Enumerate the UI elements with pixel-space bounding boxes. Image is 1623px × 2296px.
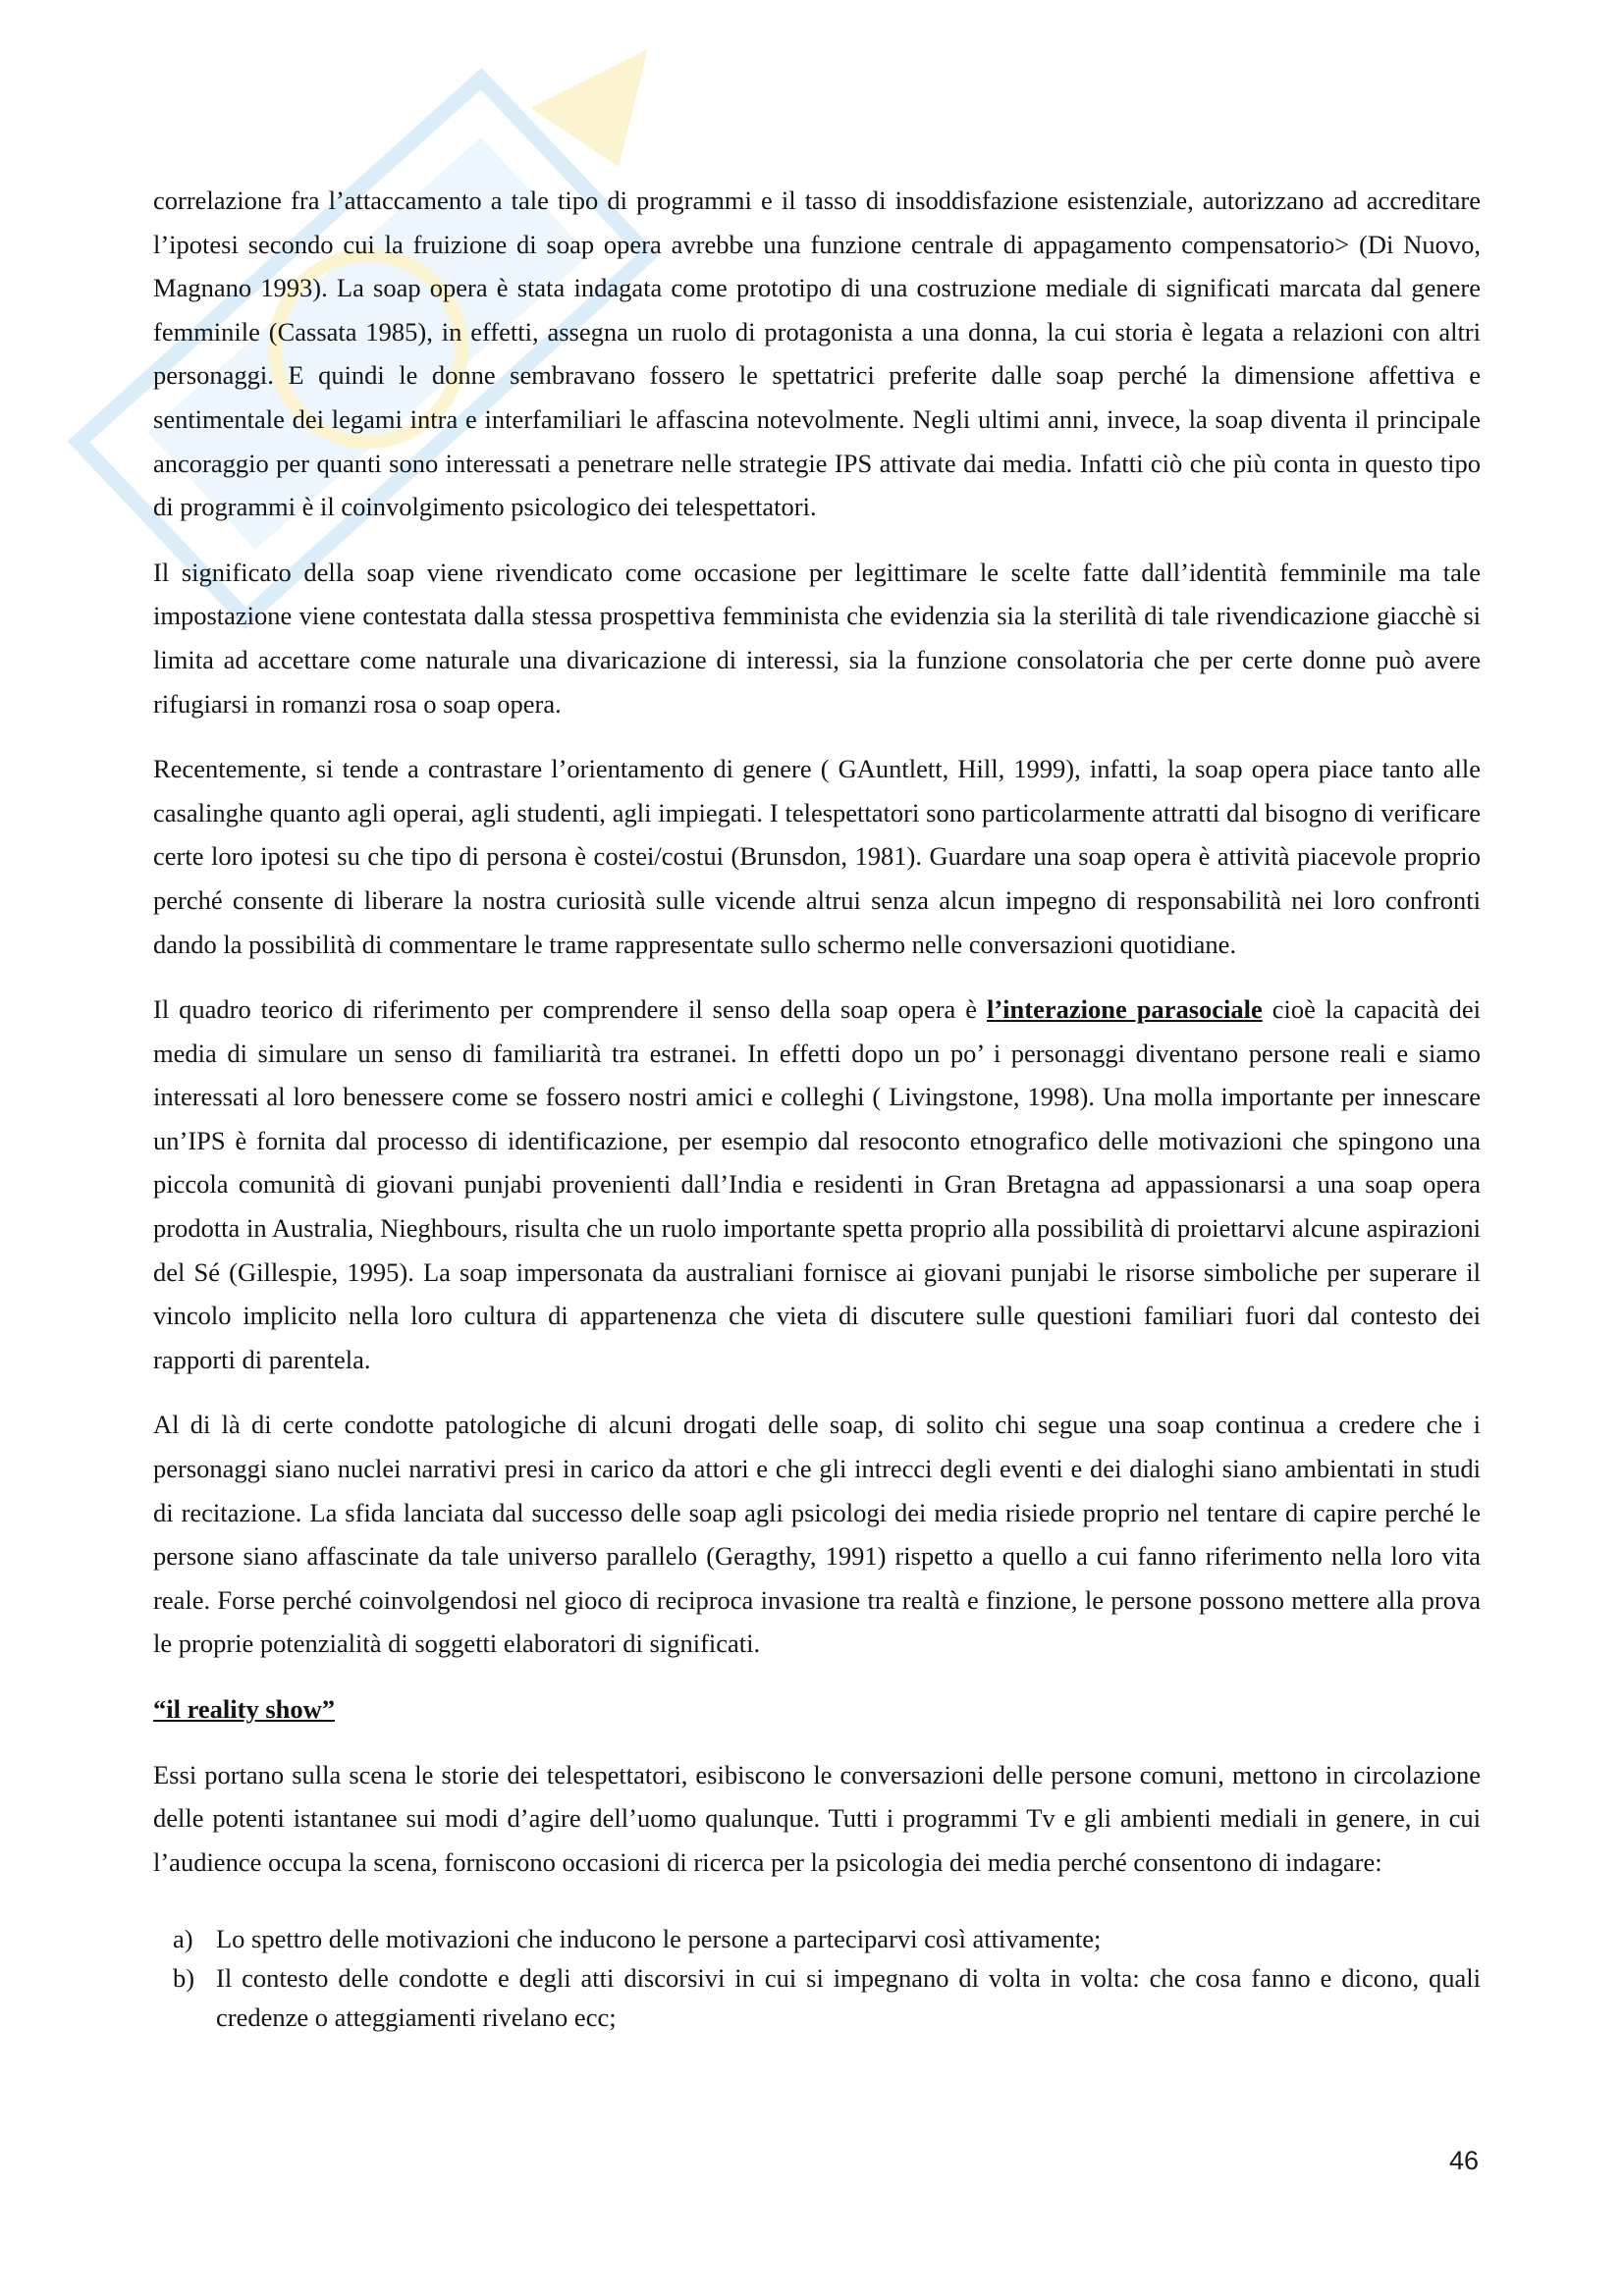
paragraph-reality-show-intro: Essi portano sulla scena le storie dei telespettatori, esibiscono le conversazioni delle persone comuni, mettono in circolazione delle potenti istantanee sui modi d’agire dell’uomo qualunque. Tutti i programmi Tv e gli ambienti mediali in genere, in cui l’audience occupa la scena, forniscono occasioni di ricerca per la psicologia dei media perché consentono di indagare: — [153, 1759, 1481, 1877]
paragraph-text-before: Il quadro teorico di riferimento per comprendere il senso della soap opera è — [153, 994, 987, 1025]
paragraph-condotte-patologiche: Al di là di certe condotte patologiche di alcuni drogati delle soap, di solito chi segue una soap continua a credere che i personaggi siano nuclei narrativi presi in carico da attori e che gli intrecci degli eventi e dei dialoghi siano ambientati in studi di recitazione. La sfida lanciata dal successo delle soap agli psicologi dei media risiede proprio nel tentare di capire perché le persone siano affascinate da tale universo parallelo (Geragthy, 1991) rispetto a quello a cui fanno riferimento nella loro vita reale. Forse perché coinvolgendosi nel gioco di reciproca invasione tra realtà e finzione, le persone possono mettere alla prova le proprie potenzialità di soggetti elaboratori di significati. — [153, 1410, 1481, 1659]
list-item — [153, 1958, 1481, 2037]
paragraph-orientamento-genere: Recentemente, si tende a contrastare l’orientamento di genere ( GAuntlett, Hill, 1999), infatti, la soap opera piace tanto alle casalinghe quanto agli operai, agli studenti, agli impiegati. I telespettatori sono particolarmente attratti dal bisogno di verificare certe loro ipotesi su che tipo di persona è costei/costui (Brunsdon, 1981). Guardare una soap opera è attività piacevole proprio perché consente di liberare la nostra curiosità sulle vicende altrui senza alcun impegno di responsabilità nei loro confronti dando la possibilità di commentare le trame rappresentate sullo schermo nelle conversazioni quotidiane. — [153, 754, 1481, 959]
emphasis-interazione-parasociale: l’interazione parasociale — [986, 994, 1263, 1025]
list-item-text: Lo spettro delle motivazioni che inducono le persone a parteciparvi così attivamente; — [216, 1924, 1102, 1954]
paragraph-text-after: cioè la capacità dei media di simulare un senso di familiarità tra estranei. In effetti dopo un po’ i personaggi diventano persone reali e siamo interessati al loro benessere come se fossero nostri amici e colleghi ( Livingstone, 1998). Una molla importante per innescare un’IPS è fornita dal processo di identificazione, per esempio dal resoconto etnografico delle motivazioni che spingono una piccola comunità di giovani punjabi provenienti dall’India e residenti in Gran Bretagna ad appassionarsi a una soap opera prodotta in Australia, Nieghbours, risulta che un ruolo importante spetta proprio alla possibilità di proiettarvi alcune aspirazioni del Sé (Gillespie, 1995). La soap impersonata da australiani fornisce ai giovani punjabi le risorse simboliche per superare il vincolo implicito nella loro cultura di appartenenza che vieta di discutere sulle questioni familiari fuori dal contesto dei rapporti di parentela. — [153, 994, 1481, 1374]
section-heading-reality-show: “il reality show” — [153, 1694, 336, 1724]
paragraph-soap-opera-intro: correlazione fra l’attaccamento a tale tipo di programmi e il tasso di insoddisfazione esistenziale, autorizzano ad accreditare l’ipotesi secondo cui la fruizione di soap opera avrebbe una funzione centrale di appagamento compensatorio> (Di Nuovo, Magnano 1993). La soap opera è stata indagata come prototipo di una costruzione mediale di significati marcata dal genere femminile (Cassata 1985), in effetti, assegna un ruolo di protagonista a una donna, la cui storia è legata a relazioni con altri personaggi. E quindi le donne sembravano fossero le spettatrici preferite dalle soap perché la dimensione affettiva e sentimentale dei legami intra e interfamiliari le affascina notevolmente. Negli ultimi anni, invece, la soap diventa il principale ancoraggio per quanti sono interessati a penetrare nelle strategie IPS attivate dai media. Infatti ciò che più conta in questo tipo di programmi è il coinvolgimento psicologico dei telespettatori. — [153, 186, 1481, 522]
list-item — [153, 1919, 1481, 1958]
document-body — [153, 179, 1481, 2037]
research-topics-list — [153, 1919, 1481, 2037]
paragraph-femminile: Il significato della soap viene rivendicato come occasione per legittimare le scelte fatte dall’identità femminile ma tale impostazione viene contestata dalla stessa prospettiva femminista che evidenzia sia la sterilità di tale rivendicazione giacchè si limita ad accettare come naturale una divaricazione di interessi, sia la funzione consolatoria che per certe donne può avere rifugiarsi in romanzi rosa o soap opera. — [153, 557, 1481, 719]
page-number: 46 — [1448, 2146, 1479, 2175]
list-marker: b) — [173, 1963, 195, 1994]
paragraph-interazione-parasociale — [153, 988, 1481, 1381]
list-item-text: Il contesto delle condotte e degli atti discorsivi in cui si impegnano di volta in volta: che cosa fanno e dicono, quali credenze o atteggiamenti rivelano ecc; — [216, 1963, 1481, 2033]
list-marker: a) — [173, 1924, 193, 1954]
